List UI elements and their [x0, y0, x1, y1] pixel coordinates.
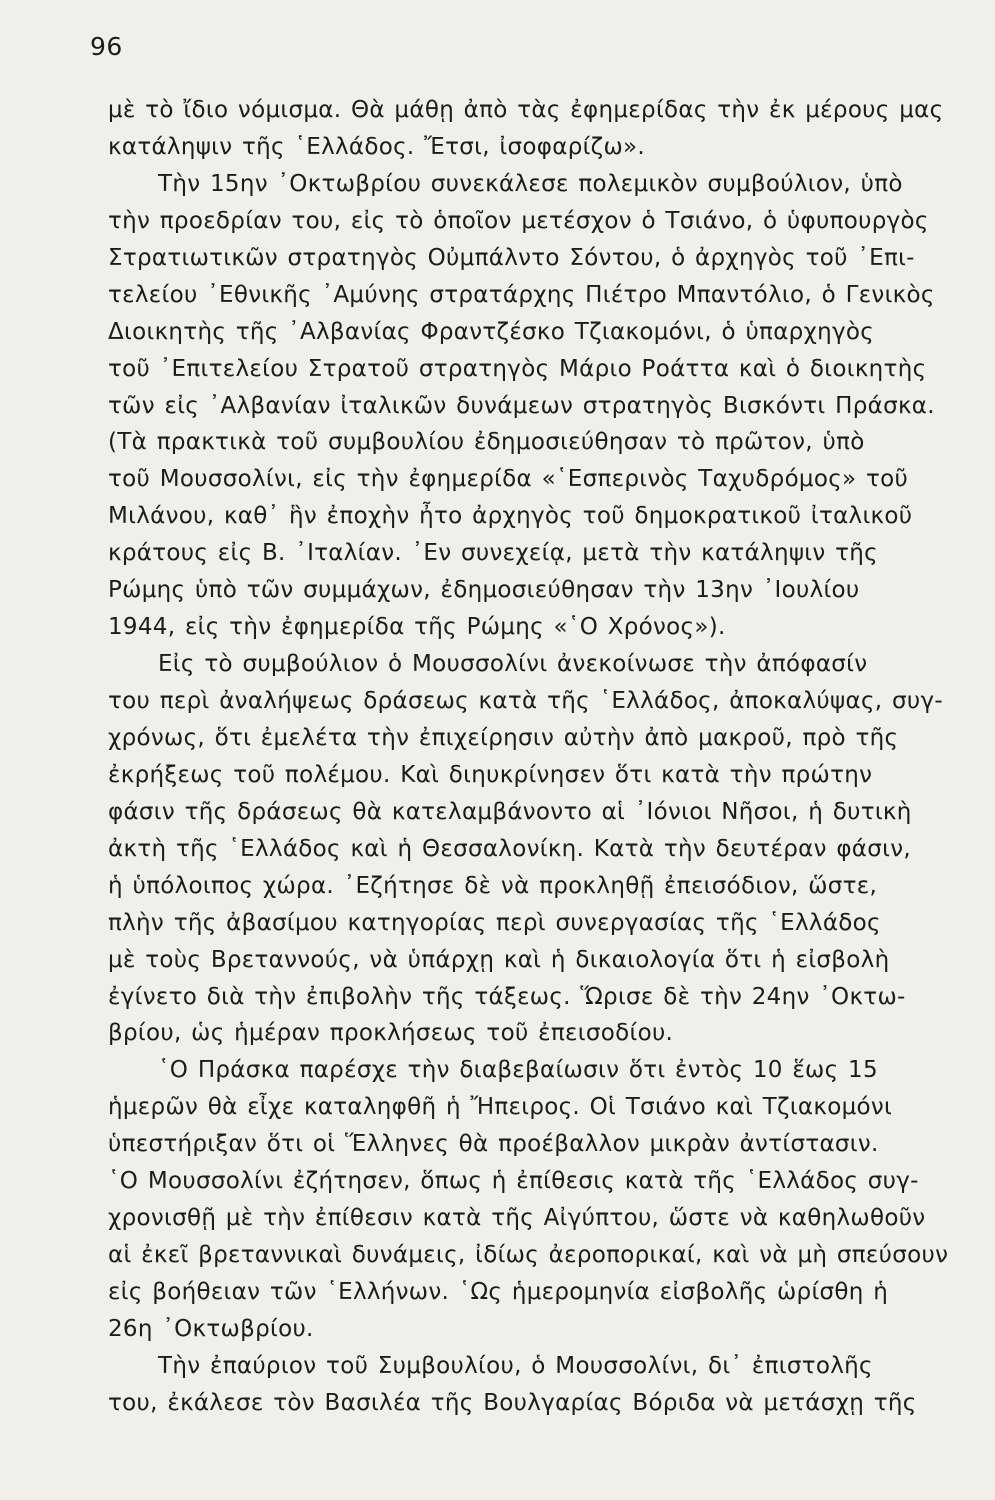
text-line: 1944, εἰς τὴν ἐφημερίδα τῆς Ρώμης «῾Ο Χρόνος»). [108, 614, 726, 641]
text-line: μὲ τὸ ἴδιο νόμισμα. Θὰ μάθῃ ἀπὸ τὰς ἐφημερίδας τὴν ἐκ μέρους μας [108, 97, 944, 123]
text-line: ἐκρήξεως τοῦ πολέμου. Καὶ διηυκρίνησεν ὅτι κατὰ τὴν πρώτην [108, 761, 873, 788]
text-line: ἀκτὴ τῆς ῾Ελλάδος καὶ ἡ Θεσσαλονίκη. Κατὰ τὴν δευτέραν φάσιν, [108, 835, 911, 862]
text-line: τῶν εἰς ᾽Αλβανίαν ἰταλικῶν δυνάμεων στρατηγὸς Βισκόντι Πράσκα. [108, 392, 935, 419]
text-line: (Τὰ πρακτικὰ τοῦ συμβουλίου ἐδημοσιεύθησαν τὸ πρῶτον, ὑπὸ [108, 429, 865, 456]
text-line: κράτους εἰς Β. ᾽Ιταλίαν. ᾽Εν συνεχείᾳ, μετὰ τὴν κατάληψιν τῆς [108, 540, 878, 567]
text-line: ῾Ο Πράσκα παρέσχε τὴν διαβεβαίωσιν ὅτι ἐντὸς 10 ἕως 15 [158, 1057, 878, 1084]
text-line: Διοικητὴς τῆς ᾽Αλβανίας Φραντζέσκο Τζιακομόνι, ὁ ὑπαρχηγὸς [108, 318, 875, 345]
text-line: ἐγίνετο διὰ τὴν ἐπιβολὴν τῆς τάξεως. Ὥρισε δὲ τὴν 24ην ᾽Οκτω- [108, 983, 906, 1010]
text-line: ῾Ο Μουσσολίνι ἐζήτησεν, ὅπως ἡ ἐπίθεσις κατὰ τῆς ῾Ελλάδος συγ- [108, 1168, 919, 1195]
text-line: 26η ᾽Οκτωβρίου. [108, 1315, 314, 1342]
text-line: αἱ ἐκεῖ βρεταννικαὶ δυνάμεις, ἰδίως ἀεροπορικαί, καὶ νὰ μὴ σπεύσουν [108, 1242, 949, 1269]
text-line: εἰς βοήθειαν τῶν ῾Ελλήνων. ῾Ως ἡμερομηνία εἰσβολῆς ὡρίσθη ἡ [108, 1279, 889, 1305]
text-line: Εἰς τὸ συμβούλιον ὁ Μουσσολίνι ἀνεκοίνωσε τὴν ἀπόφασίν [158, 651, 868, 678]
text-line: φάσιν τῆς δράσεως θὰ κατελαμβάνοντο αἱ ᾽Ιόνιοι Νῆσοι, ἡ δυτικὴ [108, 798, 912, 825]
text-line: Ρώμης ὑπὸ τῶν συμμάχων, ἐδημοσιεύθησαν τὴν 13ην ᾽Ιουλίου [108, 577, 860, 604]
text-line: μὲ τοὺς Βρεταννούς, νὰ ὑπάρχῃ καὶ ἡ δικαιολογία ὅτι ἡ εἰσβολὴ [108, 946, 890, 973]
text-line: τὴν προεδρίαν του, εἰς τὸ ὁποῖον μετέσχον ὁ Τσιάνο, ὁ ὑφυπουργὸς [108, 207, 929, 234]
text-line: του περὶ ἀναλήψεως δράσεως κατὰ τῆς ῾Ελλάδος, ἀποκαλύψας, συγ- [108, 688, 943, 714]
text-line: Στρατιωτικῶν στρατηγὸς Οὐμπάλντο Σόντου, ὁ ἀρχηγὸς τοῦ ᾽Επι- [108, 244, 915, 271]
body-text [108, 92, 958, 1422]
text-line: χρονισθῇ μὲ τὴν ἐπίθεσιν κατὰ τῆς Αἰγύπτου, ὥστε νὰ καθηλωθοῦν [108, 1205, 926, 1232]
text-line: ὑπεστήριξαν ὅτι οἱ Ἕλληνες θὰ προέβαλλον μικρὰν ἀντίστασιν. [108, 1131, 879, 1158]
text-line: κατάληψιν τῆς ῾Ελλάδος. Ἔτσι, ἰσοφαρίζω». [108, 133, 646, 160]
text-line: Τὴν 15ην ᾽Οκτωβρίου συνεκάλεσε πολεμικὸν συμβούλιον, ὑπὸ [158, 170, 903, 197]
text-line: τοῦ Μουσσολίνι, εἰς τὴν ἐφημερίδα «῾Εσπερινὸς Ταχυδρόμος» τοῦ [108, 466, 909, 493]
page-number: 96 [90, 32, 123, 61]
text-line: ἡ ὑπόλοιπος χώρα. ᾽Εζήτησε δὲ νὰ προκληθῇ ἐπεισόδιον, ὥστε, [108, 872, 878, 899]
text-line: Μιλάνου, καθ᾽ ἣν ἐποχὴν ἦτο ἀρχηγὸς τοῦ δημοκρατικοῦ ἰταλικοῦ [108, 503, 913, 530]
text-line: του, ἐκάλεσε τὸν Βασιλέα τῆς Βουλγαρίας Βόριδα νὰ μετάσχῃ τῆς [108, 1389, 917, 1416]
text-line: τελείου ᾽Εθνικῆς ᾽Αμύνης στρατάρχης Πιέτρο Μπαντόλιο, ὁ Γενικὸς [108, 281, 935, 308]
text-line: βρίου, ὡς ἡμέραν προκλήσεως τοῦ ἐπεισοδίου. [108, 1020, 674, 1047]
text-line: πλὴν τῆς ἀβασίμου κατηγορίας περὶ συνεργασίας τῆς ῾Ελλάδος [108, 909, 881, 936]
text-line: τοῦ ᾽Επιτελείου Στρατοῦ στρατηγὸς Μάριο Ροάττα καὶ ὁ διοικητὴς [108, 355, 927, 382]
text-line: ἡμερῶν θὰ εἶχε καταληφθῆ ἡ Ἤπειρος. Οἱ Τσιάνο καὶ Τζιακομόνι [108, 1094, 893, 1121]
text-line: χρόνως, ὅτι ἐμελέτα τὴν ἐπιχείρησιν αὐτὴν ἀπὸ μακροῦ, πρὸ τῆς [108, 724, 899, 751]
text-line: Τὴν ἐπαύριον τοῦ Συμβουλίου, ὁ Μουσσολίνι, δι᾽ ἐπιστολῆς [158, 1352, 873, 1379]
